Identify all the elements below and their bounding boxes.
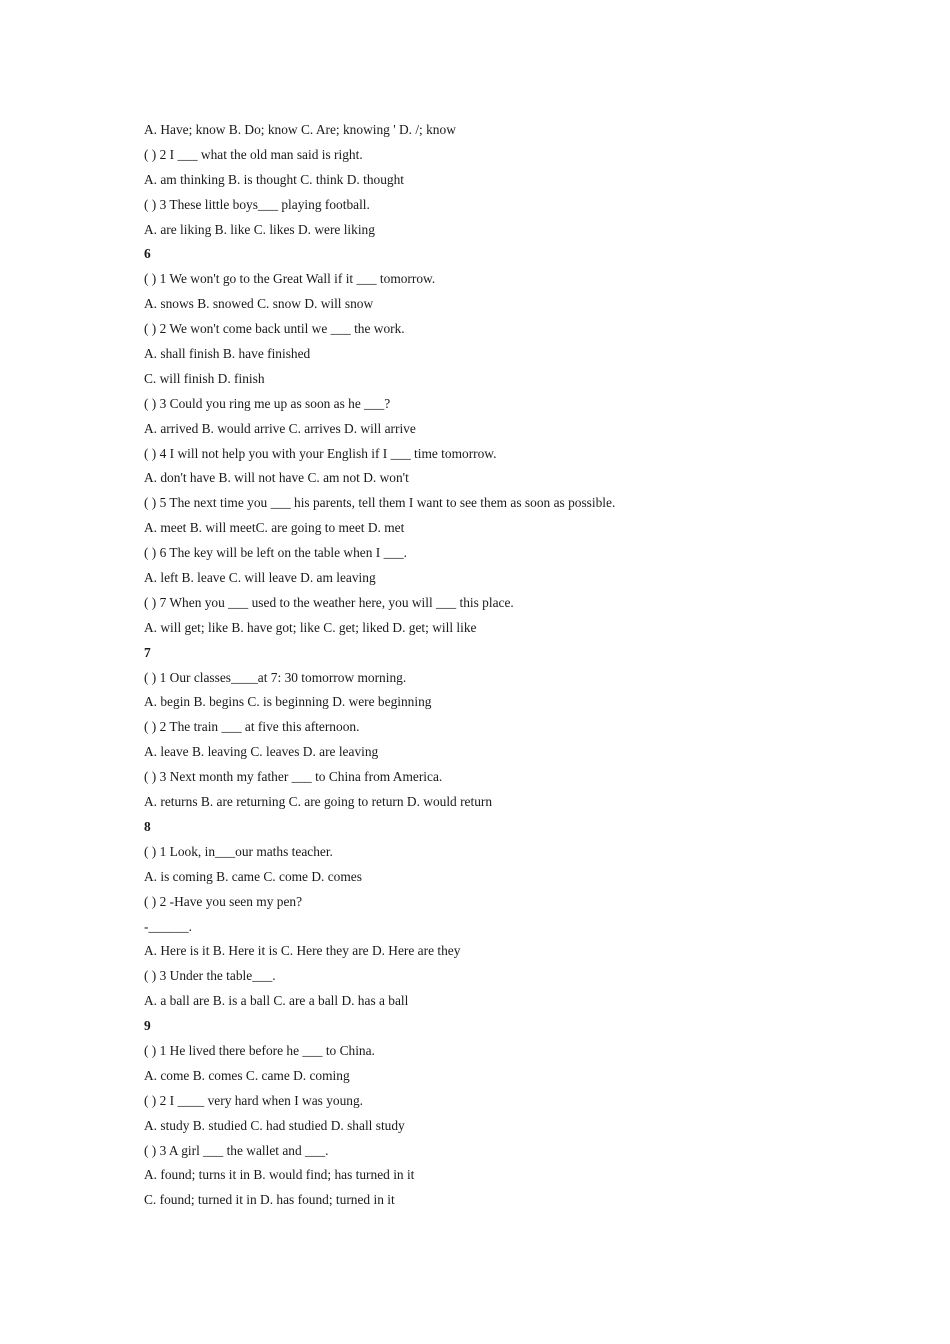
question-line: ( ) 5 The next time you ___ his parents, tell them I want to see them as soon as possible.	[144, 495, 616, 511]
question-line: ( ) 3 Could you ring me up as soon as he ___?	[144, 395, 391, 411]
question-line: ( ) 3 These little boys___ playing football.	[144, 196, 370, 212]
options-line: A. will get; like B. have got; like C. get; liked D. get; will like	[144, 619, 477, 635]
options-line: A. arrived B. would arrive C. arrives D. will arrive	[144, 420, 416, 436]
options-line: A. left B. leave C. will leave D. am leaving	[144, 570, 376, 586]
question-line: ( ) 4 I will not help you with your English if I ___ time tomorrow.	[144, 445, 497, 461]
options-line: A. Have; know B. Do; know C. Are; knowing ' D. /; know	[144, 122, 456, 137]
options-line: C. will finish D. finish	[144, 370, 265, 386]
options-line: A. returns B. are returning C. are going to return D. would return	[144, 794, 493, 810]
options-line: A. are liking B. like C. likes D. were liking	[144, 221, 375, 237]
section-number: 7	[144, 644, 151, 660]
question-line: ( ) 1 He lived there before he ___ to China.	[144, 1042, 375, 1058]
question-line: ( ) 1 Our classes____at 7: 30 tomorrow morning.	[144, 669, 407, 685]
question-line: ( ) 2 -Have you seen my pen?	[144, 893, 303, 909]
document-page	[144, 120, 904, 1215]
answer-line: -______.	[144, 918, 192, 934]
question-line: ( ) 2 The train ___ at five this afternoon.	[144, 719, 360, 735]
section-number: 6	[144, 246, 151, 262]
options-line: A. come B. comes C. came D. coming	[144, 1067, 350, 1083]
options-line: A. meet B. will meetC. are going to meet D. met	[144, 520, 405, 536]
question-line: ( ) 1 We won't go to the Great Wall if it ___ tomorrow.	[144, 271, 436, 287]
question-line: ( ) 3 Next month my father ___ to China from America.	[144, 769, 443, 785]
section-number: 9	[144, 1018, 151, 1034]
options-line: A. study B. studied C. had studied D. shall study	[144, 1117, 405, 1133]
options-line: A. found; turns it in B. would find; has turned in it	[144, 1167, 415, 1183]
question-line: ( ) 6 The key will be left on the table when I ___.	[144, 545, 408, 561]
options-line: A. don't have B. will not have C. am not D. won't	[144, 470, 409, 486]
options-line: A. snows B. snowed C. snow D. will snow	[144, 296, 374, 312]
question-line: ( ) 2 I ___ what the old man said is right.	[144, 146, 363, 162]
options-line: A. am thinking B. is thought C. think D. thought	[144, 171, 405, 187]
options-line: A. a ball are B. is a ball C. are a ball D. has a ball	[144, 993, 409, 1009]
options-line: A. Here is it B. Here it is C. Here they are D. Here are they	[144, 943, 461, 959]
question-line: ( ) 2 We won't come back until we ___ the work.	[144, 321, 405, 337]
options-line: C. found; turned it in D. has found; turned in it	[144, 1192, 395, 1208]
section-number: 8	[144, 818, 151, 834]
question-line: ( ) 3 Under the table___.	[144, 968, 276, 984]
options-line: A. leave B. leaving C. leaves D. are leaving	[144, 744, 379, 760]
question-line: ( ) 3 A girl ___ the wallet and ___.	[144, 1142, 329, 1158]
question-line: ( ) 1 Look, in___our maths teacher.	[144, 843, 333, 859]
question-line: ( ) 2 I ____ very hard when I was young.	[144, 1092, 364, 1108]
options-line: A. is coming B. came C. come D. comes	[144, 868, 362, 884]
options-line: A. shall finish B. have finished	[144, 346, 311, 362]
question-line: ( ) 7 When you ___ used to the weather here, you will ___ this place.	[144, 594, 514, 610]
options-line: A. begin B. begins C. is beginning D. were beginning	[144, 694, 432, 710]
